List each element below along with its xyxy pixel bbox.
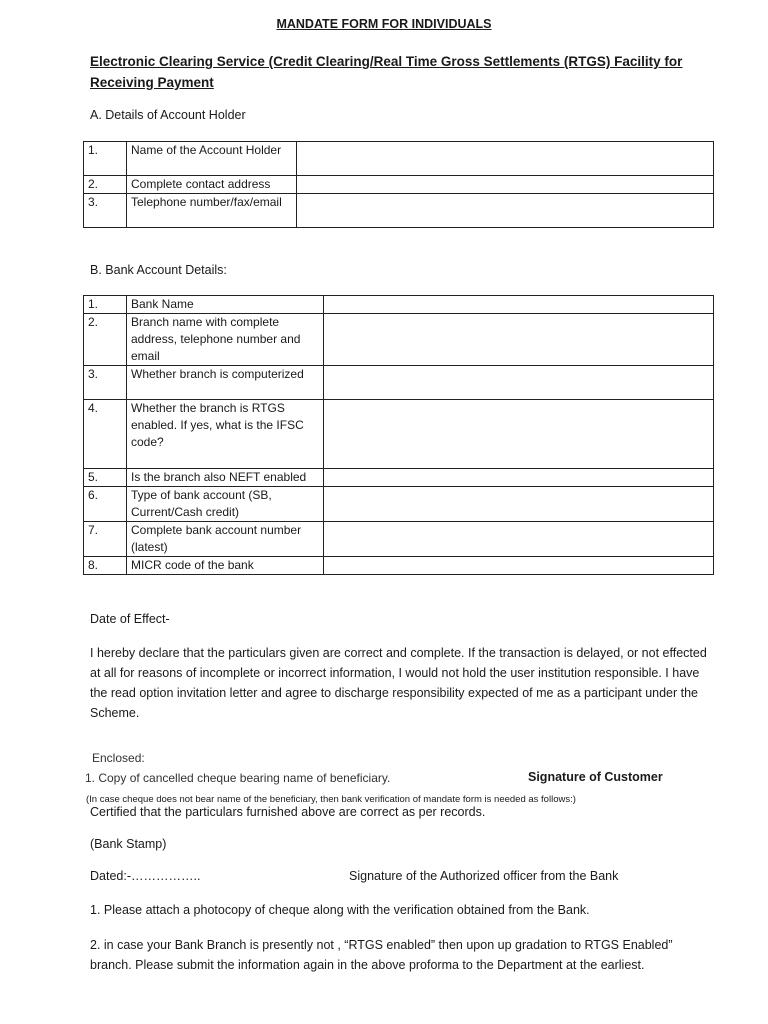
row-value-field[interactable] [324, 400, 714, 469]
row-number: 6. [84, 487, 127, 522]
table-row [84, 194, 714, 228]
section-b-heading: B. Bank Account Details: [90, 263, 227, 277]
note-2: 2. in case your Bank Branch is presently not , “RTGS enabled” then upon up gradation to RTGS Enabled” branch. Please submit the information again in the above proforma to the Department at the earliest. [90, 938, 673, 972]
declaration-text: I hereby declare that the particulars given are correct and complete. If the transaction is delayed, or not effected at all for reasons of incomplete or incorrect information, I would not hold the user institution responsible. I have the read option invitation letter and agree to discharge responsibility expected of me as a participant under the Scheme. [90, 646, 707, 720]
row-value-field[interactable] [297, 142, 714, 176]
table-row [84, 557, 714, 575]
row-value-field[interactable] [324, 522, 714, 557]
table-row [84, 487, 714, 522]
row-label: MICR code of the bank [127, 557, 324, 575]
bank-stamp-label: (Bank Stamp) [90, 837, 167, 851]
row-value-field[interactable] [324, 557, 714, 575]
row-label: Complete contact address [127, 176, 297, 194]
row-number: 5. [84, 469, 127, 487]
row-value-field[interactable] [297, 194, 714, 228]
table-row [84, 142, 714, 176]
row-number: 7. [84, 522, 127, 557]
row-label: Bank Name [127, 296, 324, 314]
table-row [84, 296, 714, 314]
row-label: Whether branch is computerized [127, 366, 324, 400]
table-row [84, 366, 714, 400]
row-value-field[interactable] [324, 469, 714, 487]
row-number: 3. [84, 194, 127, 228]
row-number: 2. [84, 314, 127, 366]
row-label: Is the branch also NEFT enabled [127, 469, 324, 487]
row-label: Complete bank account number (latest) [127, 522, 324, 557]
row-number: 2. [84, 176, 127, 194]
section-a-heading: A. Details of Account Holder [90, 108, 246, 122]
row-value-field[interactable] [324, 314, 714, 366]
row-value-field[interactable] [324, 487, 714, 522]
account-holder-table [83, 141, 714, 228]
table-row [84, 400, 714, 469]
row-number: 8. [84, 557, 127, 575]
dated-field: Dated:-…………….. [90, 869, 201, 883]
row-value-field[interactable] [324, 366, 714, 400]
row-label: Branch name with complete address, telephone number and email [127, 314, 324, 366]
form-title: MANDATE FORM FOR INDIVIDUALS [276, 17, 492, 31]
bank-account-table [83, 295, 714, 575]
row-label: Type of bank account (SB, Current/Cash credit) [127, 487, 324, 522]
row-number: 4. [84, 400, 127, 469]
row-number: 1. [84, 142, 127, 176]
date-of-effect-label: Date of Effect- [90, 612, 170, 626]
certified-text: Certified that the particulars furnished above are correct as per records. [90, 805, 486, 819]
cheque-note: (In case cheque does not bear name of the beneficiary, then bank verification of mandate form is needed as follows:) [86, 794, 576, 805]
row-label: Name of the Account Holder [127, 142, 297, 176]
enclosed-item: 1. Copy of cancelled cheque bearing name of beneficiary. [85, 771, 391, 785]
row-number: 3. [84, 366, 127, 400]
enclosed-label: Enclosed: [92, 751, 145, 765]
row-value-field[interactable] [324, 296, 714, 314]
table-row [84, 176, 714, 194]
row-number: 1. [84, 296, 127, 314]
table-row [84, 314, 714, 366]
table-row [84, 522, 714, 557]
table-row [84, 469, 714, 487]
row-label: Telephone number/fax/email [127, 194, 297, 228]
signature-customer-label: Signature of Customer [528, 770, 663, 784]
signature-officer-label: Signature of the Authorized officer from the Bank [349, 869, 619, 883]
form-subtitle: Electronic Clearing Service (Credit Clearing/Real Time Gross Settlements (RTGS) Facility for Receiving Payment [90, 54, 683, 90]
note-1: 1. Please attach a photocopy of cheque along with the verification obtained from the Bank. [90, 903, 590, 917]
row-value-field[interactable] [297, 176, 714, 194]
row-label: Whether the branch is RTGS enabled. If yes, what is the IFSC code? [127, 400, 324, 469]
